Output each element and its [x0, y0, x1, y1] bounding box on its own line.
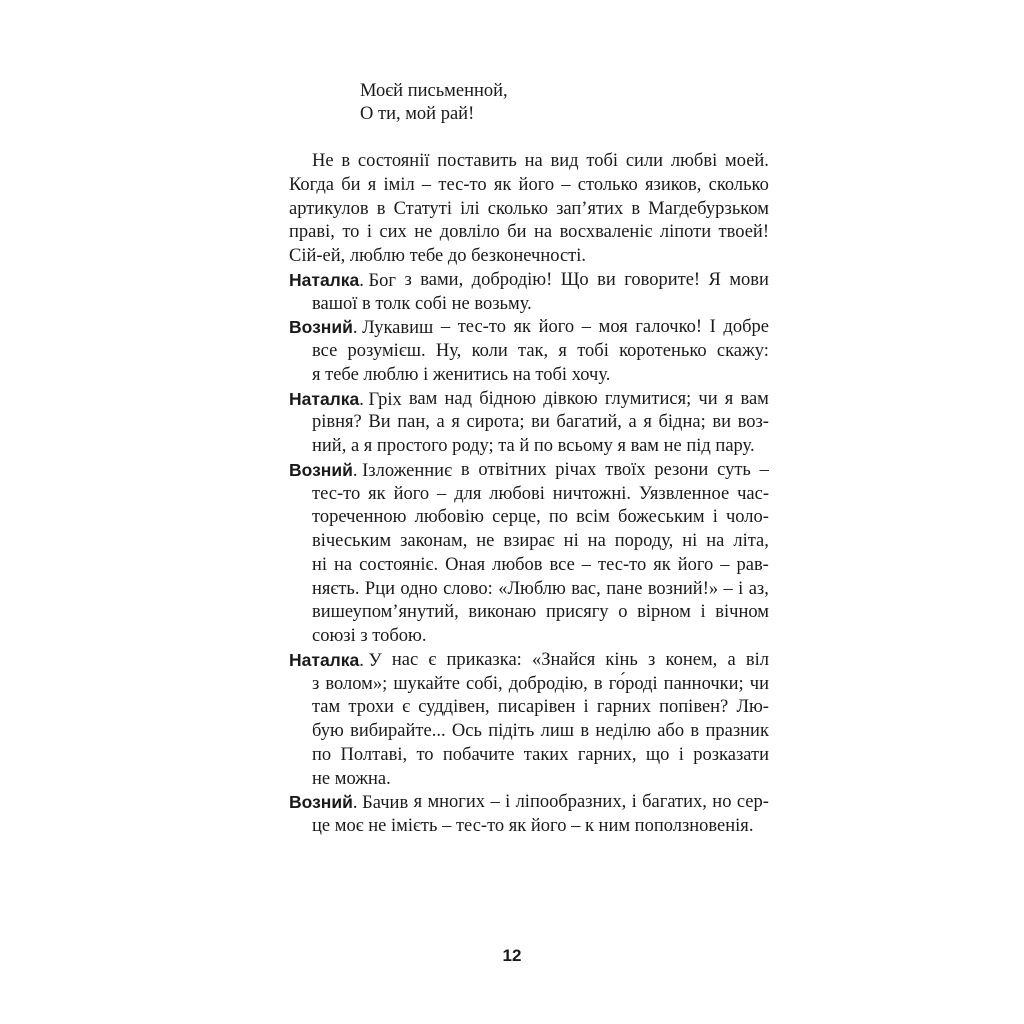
speech-first-line: Наталка. У нас є приказка: «Знайся кінь з конем, а віл: [289, 649, 769, 671]
speech-line: ний, а я простого роду; та й по всьому я вам не під пару.: [312, 436, 755, 456]
speaker-name: Возний: [289, 459, 353, 480]
speaker-name: Возний: [289, 792, 353, 813]
speech-line: тореченною любовію серце, по всім божеським і чоло-: [312, 507, 769, 528]
paragraph-line: артикулов в Статуті ілі сколько зап’ятих в Магдебурзьком: [289, 198, 769, 219]
body-text: [289, 150, 769, 839]
speaker-name: Наталка: [289, 649, 360, 670]
speech-line: вашої в толк собі не возьму.: [312, 293, 532, 314]
paragraph-line: Сій-ей, люблю тебе до безконечності.: [289, 246, 587, 266]
speech-line: рівня? Ви пан, а я сирота; ви багатий, а я бідна; ви воз-: [312, 412, 769, 433]
speech-line: вишеупом’янутий, виконаю присягу о вірном і вічном: [312, 602, 769, 623]
speaker-name: Наталка: [289, 269, 360, 290]
paragraph-line: праві, то і сих не довліло би на восхваленіє ліпоти твоей!: [289, 222, 769, 243]
speech-first-line: Наталка. Гріх вам над бідною дівкою глумитися; чи я вам: [289, 388, 769, 410]
verse-line: О ти, мой рай!: [360, 104, 475, 124]
speech-line: няєть. Рци одно слово: «Люблю вас, пане возний!» – і аз,: [312, 578, 769, 599]
speech-line: все розумієш. Ну, коли так, я тобі коротенько скажу:: [312, 341, 769, 361]
speech-line: союзі з тобою.: [312, 626, 427, 646]
speech-first-line: Возний. Бачив я многих – і ліпообразних, і багатих, но сер-: [289, 792, 769, 814]
speech-line: це моє не імієть – тес-то як його – к ним поползновенія.: [312, 816, 754, 836]
speech-line: бую вибирайте... Ось підіть лиш в неділю або в празник: [312, 721, 769, 741]
verse-line: Моєй письменной,: [360, 81, 508, 101]
speech-line: з волом»; шукайте собі, добродію, в го́роді панночки; чи: [312, 673, 769, 694]
speaker-name: Наталка: [289, 388, 360, 409]
speech-line: не можна.: [312, 768, 391, 789]
speech-line: вічеським законам, не взирає ні на породу, ні на літа,: [312, 531, 769, 551]
page-number: 12: [502, 946, 522, 965]
paragraph-line: Не в состоянії поставить на вид тобі сили любві моей.: [312, 151, 769, 171]
speaker-name: Возний: [289, 317, 353, 338]
speech-line: там трохи є суддівен, писарівен і гарних попівен? Лю-: [312, 697, 769, 718]
speech-line: по Полтаві, то побачите таких гарних, що і розказати: [312, 744, 769, 765]
speech-first-line: Наталка. Бог з вами, добродію! Що ви говорите! Я мови: [289, 269, 769, 291]
speech-first-line: Возний. Ізложенниє в отвітних річах твоїх резони суть –: [289, 459, 769, 481]
speech-first-line: Возний. Лукавиш – тес-то як його – моя галочко! І добре: [289, 317, 769, 339]
speech-line: ні на состояніє. Оная любов все – тес-то як його – рав-: [312, 554, 769, 575]
speech-line: я тебе люблю і женитись на тобі хочу.: [312, 364, 611, 385]
speech-line: тес-то як його – для любові ничтожні. Уязвленное час-: [312, 483, 769, 504]
verse-block: [360, 80, 508, 126]
paragraph-line: Когда би я іміл – тес-то як його – столько язиков, сколько: [289, 174, 769, 195]
